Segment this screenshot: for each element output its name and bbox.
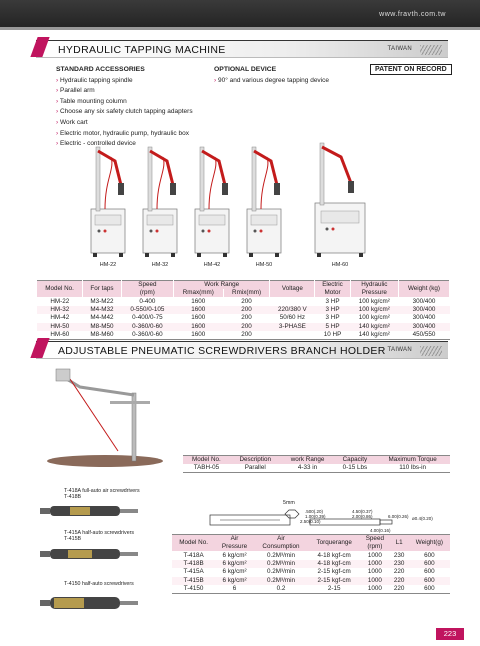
- dim-label: ø0.4(0.20): [412, 516, 433, 521]
- table-cell: 600: [409, 577, 450, 585]
- table-cell: 1000: [367, 551, 382, 559]
- dim-label: 4.00(0.16): [370, 528, 391, 533]
- top-banner: [0, 0, 480, 30]
- th-rmix: Rmix(mm): [223, 289, 270, 297]
- th-torquerange: Torquerange: [308, 535, 360, 552]
- table-cell: M3-M22: [83, 297, 122, 305]
- table-cell: 6: [232, 584, 237, 592]
- table-cell: 100 kg/cm²: [350, 297, 398, 305]
- section-marker: [30, 338, 49, 358]
- table-cell: 230: [390, 560, 409, 568]
- table-cell: 2-15 kgf-cm: [317, 568, 351, 576]
- accessories-heading: STANDARD ACCESSORIES: [56, 66, 145, 73]
- table-cell: 0-360/0-60: [121, 331, 173, 340]
- table-cell: 3-PHASE: [270, 323, 315, 331]
- th-rpm: (rpm): [121, 289, 173, 297]
- decorative-stripes: [420, 346, 442, 356]
- table-cell: 6 kg/cm²: [215, 577, 254, 585]
- table-cell: 6 kg/cm²: [222, 568, 247, 576]
- table-cell: 220: [393, 568, 405, 576]
- table-cell: 0-400: [121, 297, 173, 305]
- th-weight: Weight(g): [409, 535, 450, 552]
- table-cell: 220/380 V: [270, 306, 315, 314]
- th-hydraulic: Hydraulic: [350, 281, 398, 290]
- table-cell: 200: [223, 323, 270, 331]
- table-cell: 300/400: [398, 306, 449, 314]
- dim-label: 2.50(0.10): [300, 519, 321, 524]
- list-item: › Electric motor, hydraulic pump, hydraulic box: [56, 129, 193, 140]
- table-row: [172, 560, 450, 568]
- th-work-range: work Range: [281, 456, 335, 465]
- patent-badge: PATENT ON RECORD: [370, 64, 452, 75]
- screwdriver-spec-table: [172, 534, 450, 594]
- cell: Parallel: [244, 464, 266, 471]
- table-cell: 100 kg/cm²: [350, 306, 398, 314]
- table-cell: 0.2M³/min: [266, 568, 295, 576]
- cell: 110 lbs-in: [399, 464, 427, 471]
- th-taps: For taps: [83, 281, 122, 298]
- screwdriver-t415-illustration: [40, 545, 160, 563]
- dim-label: 2.00(0.86): [352, 514, 373, 519]
- list-item: › Work cart: [56, 118, 193, 129]
- table-cell: M8-M50: [83, 323, 122, 331]
- section-header-screwdrivers: [36, 341, 448, 359]
- table-row: [172, 577, 450, 585]
- table-cell: 10 HP: [315, 331, 350, 340]
- table-cell: 600: [424, 584, 435, 592]
- table-cell: HM-22: [37, 297, 83, 305]
- th-pressure: Pressure: [350, 289, 398, 297]
- table-cell: T-418B: [172, 560, 215, 568]
- decorative-stripes: [420, 45, 442, 55]
- section-header-hydraulic: [36, 40, 448, 58]
- table-cell: T-415B: [172, 577, 215, 585]
- table-row: [172, 585, 450, 594]
- th-description: Description: [230, 456, 281, 465]
- table-cell: 6 kg/cm²: [222, 551, 247, 559]
- table-cell: 140 kg/cm²: [350, 331, 398, 340]
- table-cell: HM-32: [37, 306, 83, 314]
- list-item: › 90° and various degree tapping device: [214, 76, 329, 87]
- th-motor: Motor: [315, 289, 350, 297]
- dim-label: 1.00(0.39): [305, 514, 326, 519]
- th-model: Model No.: [172, 535, 215, 552]
- list-item: › Electric - controlled device: [56, 139, 193, 150]
- table-cell: 600: [424, 568, 435, 576]
- list-item: › Table mounting column: [56, 97, 193, 108]
- website-url: www.fravth.com.tw: [379, 11, 446, 18]
- region-label: TAIWAN: [387, 347, 412, 353]
- screwdriver-t4150-illustration: [40, 592, 160, 614]
- table-cell: 200: [223, 297, 270, 305]
- table-cell: 3 HP: [315, 306, 350, 314]
- table-cell: 50/60 Hz: [270, 314, 315, 322]
- table-cell: HM-42: [37, 314, 83, 322]
- table-cell: 1600: [173, 323, 223, 331]
- cell: 0-15 Lbs: [342, 464, 368, 471]
- table-cell: 1600: [173, 331, 223, 340]
- table-cell: 2-15: [327, 584, 341, 592]
- th-weight: Weight (kg): [398, 281, 449, 298]
- table-row: [37, 314, 450, 322]
- th-sub: Pressure: [215, 543, 254, 551]
- cell: 4-33 in: [297, 464, 318, 471]
- branch-holder-illustration: [40, 365, 170, 470]
- cell: TABH-05: [193, 464, 220, 471]
- dim-label: 4.50(0.37): [352, 509, 373, 514]
- th-speed: Speed: [121, 281, 173, 290]
- standard-accessories: [56, 65, 193, 150]
- tool-name: T-418A full-auto air screwdrivers: [64, 488, 140, 494]
- dim-label: .500(.20): [305, 509, 324, 514]
- table-cell: 0.2M³/min: [266, 551, 295, 559]
- table-cell: 600: [409, 560, 450, 568]
- machine-label: HM-42: [203, 262, 221, 268]
- table-row: [172, 551, 450, 559]
- holder-spec-table: [183, 455, 450, 473]
- table-cell: 1000: [367, 584, 382, 592]
- dim-hex: 5mm: [283, 500, 295, 506]
- table-cell: 200: [223, 314, 270, 322]
- table-cell: [270, 297, 315, 305]
- table-cell: 5 HP: [315, 323, 350, 331]
- th-voltage: Voltage: [270, 281, 315, 298]
- table-cell: 200: [223, 306, 270, 314]
- banner-strip: [0, 27, 480, 30]
- th-sub: (rpm): [360, 543, 389, 551]
- region-label: TAIWAN: [387, 46, 412, 52]
- optional-heading: OPTIONAL DEVICE: [214, 66, 277, 73]
- table-cell: 1600: [173, 314, 223, 322]
- page-number: 223: [436, 628, 464, 640]
- th-rmax: Rmax(mm): [173, 289, 223, 297]
- table-cell: 220: [393, 584, 405, 592]
- table-cell: HM-50: [37, 323, 83, 331]
- table-cell: M4-M32: [83, 306, 122, 314]
- machine-label: HM-32: [151, 262, 169, 268]
- table-cell: 300/400: [398, 323, 449, 331]
- th-electric: Electric: [315, 281, 350, 290]
- table-cell: 1000: [360, 577, 389, 585]
- machine-label: HM-50: [255, 262, 273, 268]
- optional-device: [214, 65, 329, 86]
- tool-label-t418: [64, 488, 140, 500]
- tool-name: T-415B: [64, 536, 82, 542]
- table-cell: 6 kg/cm²: [215, 560, 254, 568]
- tool-name: T-4150 half-auto screwdrivers: [64, 581, 134, 587]
- machine-gallery: [85, 139, 385, 266]
- table-cell: 4-18 kgf-cm: [317, 551, 351, 559]
- table-cell: 1600: [173, 297, 223, 305]
- table-cell: 0-550/0-105: [121, 306, 173, 314]
- table-cell: 100 kg/cm²: [350, 314, 398, 322]
- table-cell: 0-360/0-60: [121, 323, 173, 331]
- table-row: [37, 323, 450, 331]
- table-cell: 4-18 kgf-cm: [308, 560, 360, 568]
- tool-label-t4150: [64, 581, 134, 587]
- section-title: ADJUSTABLE PNEUMATIC SCREWDRIVERS BRANCH HOLDER: [58, 345, 386, 357]
- table-cell: 0-400/0-75: [121, 314, 173, 322]
- th-work-range: Work Range: [173, 281, 269, 290]
- table-cell: 0.2: [276, 584, 286, 592]
- table-cell: 3 HP: [315, 297, 350, 305]
- tool-name: T-415A half-auto screwdrivers: [64, 530, 135, 536]
- table-cell: 2-15 kgf-cm: [308, 577, 360, 585]
- section-title: HYDRAULIC TAPPING MACHINE: [58, 44, 226, 56]
- tool-name: T-418B: [64, 494, 82, 500]
- table-cell: M4-M42: [83, 314, 122, 322]
- table-cell: 1600: [173, 306, 223, 314]
- table-row: [183, 464, 450, 473]
- machine-label: HM-22: [99, 262, 117, 268]
- hydraulic-spec-table: [37, 280, 450, 340]
- th-sub: Consumption: [254, 543, 308, 551]
- dim-label: 6.00(0.26): [388, 514, 409, 519]
- th-air-consumption: Air: [254, 535, 308, 544]
- table-cell: T-4150: [183, 584, 204, 592]
- table-cell: HM-60: [37, 331, 83, 340]
- table-cell: 1000: [367, 568, 382, 576]
- list-item: › Choose any six safety clutch tapping adapters: [56, 107, 193, 118]
- tapping-machine-illustrations: [85, 139, 385, 261]
- table-cell: 140 kg/cm²: [350, 323, 398, 331]
- table-row: [37, 306, 450, 314]
- table-cell: 600: [424, 551, 435, 559]
- th-capacity: Capacity: [334, 456, 375, 465]
- table-cell: 3 HP: [315, 314, 350, 322]
- table-cell: 200: [223, 331, 270, 340]
- table-cell: 450/550: [398, 331, 449, 340]
- table-cell: 300/400: [398, 297, 449, 305]
- th-speed: Speed: [360, 535, 389, 544]
- th-model: Model No.: [37, 281, 83, 298]
- tool-label-t415: [64, 530, 134, 542]
- th-max-torque: Maximum Torque: [375, 456, 450, 465]
- table-cell: 0.2M³/min: [254, 577, 308, 585]
- table-row: [37, 331, 450, 340]
- th-air-pressure: Air: [215, 535, 254, 544]
- th-model: Model No.: [183, 456, 230, 465]
- list-item: › Parallel arm: [56, 86, 193, 97]
- machine-label: HM-60: [331, 262, 349, 268]
- table-cell: 220: [390, 577, 409, 585]
- table-cell: T-415A: [183, 568, 204, 576]
- th-l1: L1: [390, 535, 409, 552]
- section-marker: [30, 37, 49, 57]
- table-cell: M8-M60: [83, 331, 122, 340]
- table-row: [172, 568, 450, 576]
- list-item: › Hydraulic tapping spindle: [56, 76, 193, 87]
- table-cell: 300/400: [398, 314, 449, 322]
- screwdriver-t418-illustration: [40, 502, 160, 520]
- table-cell: 230: [393, 551, 405, 559]
- table-cell: [270, 331, 315, 340]
- table-row: [37, 297, 450, 305]
- table-cell: T-418A: [183, 551, 204, 559]
- table-cell: 0.2M³/min: [254, 560, 308, 568]
- table-cell: 1000: [360, 560, 389, 568]
